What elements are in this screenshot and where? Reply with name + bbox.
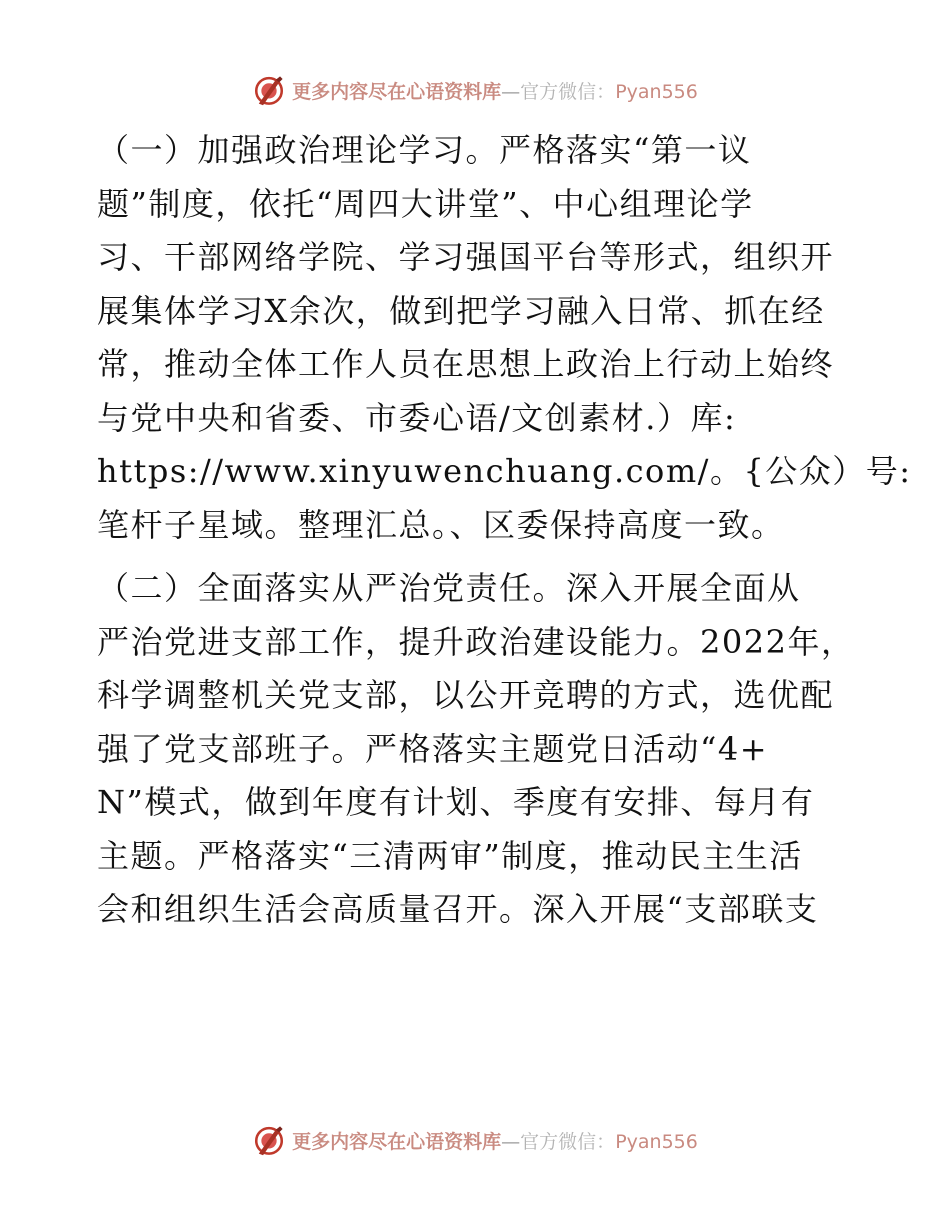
banner-wechat-id: Pyan556 [615,1130,698,1153]
text-line: 科学调整机关党支部，以公开竞聘的方式，选优配 [97,676,835,714]
text-line: 会和组织生活会高质量召开。深入开展“支部联支 [97,890,819,928]
text-line: N”模式，做到年度有计划、季度有安排、每月有 [97,783,815,821]
text-line: （二）全面落实从严治党责任。深入开展全面从 [97,569,801,607]
text-line: （一）加强政治理论学习。严格落实“第一议 [97,131,752,169]
pen-logo-icon [252,73,286,107]
banner-main-text: 更多内容尽在心语资料库 [292,1130,502,1153]
banner-main-text: 更多内容尽在心语资料库 [292,80,502,103]
text-line: 题”制度，依托“周四大讲堂”、中心组理论学 [97,184,754,223]
paragraph-party-discipline [97,562,857,937]
header-watermark-banner [0,70,950,110]
banner-dash: — [501,1130,521,1153]
text-line: 主题。严格落实“三清两审”制度，推动民主生活 [97,836,803,875]
banner-wechat-id: Pyan556 [615,80,698,103]
text-line: 常，推动全体工作人员在思想上政治上行动上始终 [97,345,835,383]
text-line: 展集体学习X余次，做到把学习融入日常、抓在经 [97,291,825,330]
text-line: 严治党进支部工作，提升政治建设能力。2022年， [97,622,855,661]
paragraph-political-study [97,124,912,552]
banner-dash: — [501,80,521,103]
pen-logo-icon [252,1123,286,1157]
footer-watermark-text [292,1127,698,1154]
banner-wechat-label: 官方微信： [520,80,616,103]
footer-watermark-banner [0,1120,950,1160]
text-line: https://www.xinyuwenchuang.com/。{公众）号: [97,452,912,490]
text-line: 习、干部网络学院、学习强国平台等形式，组织开 [97,238,835,276]
text-line: 与党中央和省委、市委心语/文创素材.）库: [97,398,737,437]
document-body [97,124,912,937]
header-watermark-text [292,77,698,104]
text-line: 强了党支部班子。严格落实主题党日活动“4+ [97,729,769,768]
text-line: 笔杆子星域。整理汇总。、区委保持高度一致。 [97,505,785,544]
banner-wechat-label: 官方微信： [520,1130,616,1153]
